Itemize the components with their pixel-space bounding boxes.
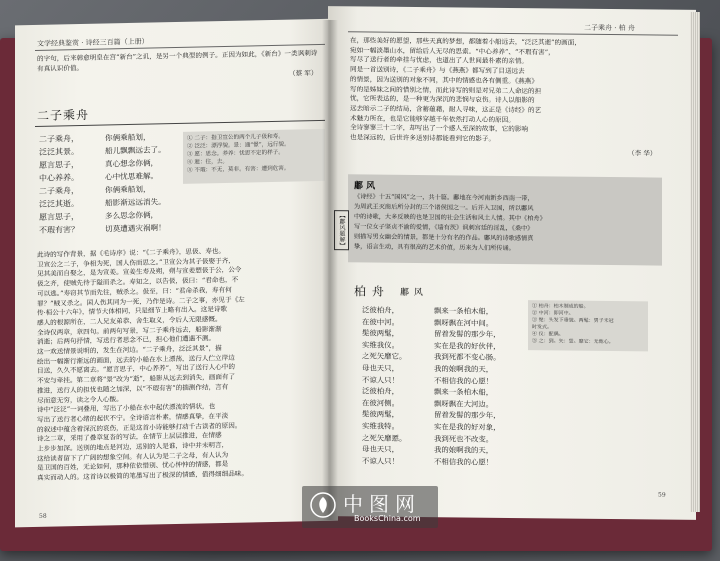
text-line: 忧，它所表达的，是一种更为深沉的悲悯与哀伤。诗人以船影的 <box>350 94 535 105</box>
poem-line: 在彼河侧。 <box>362 398 399 408</box>
section-box-title: 鄘 风 <box>354 181 376 192</box>
translation-line: 真心想念你俩， <box>105 158 159 169</box>
note-line: ② 中河：即河中。 <box>532 310 574 317</box>
poem-line: 泛泛其逝。 <box>39 199 79 209</box>
left-intro-paragraph <box>37 49 327 74</box>
poem-line: 泛泛其景。 <box>39 147 79 157</box>
text-line: 写一位女子坚贞不渝的爱情，《墙有茨》讽刺宫廷的淫乱，《桑中》 <box>354 223 534 233</box>
text-line: 挚，语言生动，具有很高的艺术价值，历来为人们所传诵。 <box>354 243 515 253</box>
poem-line: 愿言思子， <box>39 212 79 222</box>
right-page-header: 二子乘舟 · 柏 舟 <box>584 23 635 33</box>
note-line: ① 柏舟：柏木制成的船。 <box>532 303 589 310</box>
translation-line: 你俩乘船划， <box>105 132 151 143</box>
poem-line: 愿言思子， <box>39 160 79 170</box>
translation-line: 飘来一条柏木船， <box>434 306 494 316</box>
right-intro-paragraph <box>350 36 680 146</box>
translation-line: 我到死都不变心肠。 <box>434 352 501 363</box>
text-line: 消逝；后两句抒情，写送行者思念不已，担心他们遭遇不测。 <box>37 334 216 347</box>
poem-line: 实维我仪。 <box>362 340 399 350</box>
text-line: 的叙述中蕴含着深沉的哀伤，正是这首小诗能够打动千古读者的原因。 <box>37 421 242 434</box>
text-line: 写尽了送行者的牵挂与忧虑，也道出了人世间最朴素的亲情。 <box>350 55 529 66</box>
section-box-text <box>354 192 654 255</box>
poem-line: 髧彼两髦， <box>362 328 399 339</box>
poem-line: 不谅人只！ <box>362 374 399 385</box>
text-line: 有真认识价值。 <box>37 63 84 73</box>
text-line: 卫宣公之二子，争相为死，国人伤而思之。”卫宣公为其子伋娶于齐， <box>37 256 235 269</box>
translation-line: 飘呀飘在河中间。 <box>434 317 494 328</box>
text-line: 的情景，因为送别的对象不同，其中的情感也各有侧重。《燕燕》 <box>350 75 538 86</box>
left-page <box>15 19 338 528</box>
note-line: ③ 愿：思念。养养：忧思不定的样子。 <box>187 149 284 158</box>
page-block-edge <box>690 12 700 512</box>
poem2-original-text <box>362 304 406 467</box>
poem2-translation-text <box>434 305 501 468</box>
text-line: 为周武王灭商后所分封的三个诸侯国之一。后并入卫国，所以鄘风 <box>354 203 534 213</box>
text-line: 真实而动人的。这首诗以极简的笔墨写出了极深的情感，值得细细品味。 <box>37 469 248 483</box>
translation-line: 飘来一条柏木船， <box>434 387 494 397</box>
text-line: 诗中“泛泛”一词叠用，写出了小船在水中起伏漂流的情状，也 <box>37 402 216 415</box>
text-line: 的字句，后来韩愈明皇在宫“新台”之讥，是另一个典型的例子。正因为如此，《新台》一类讽刺诗 <box>37 49 318 63</box>
text-line: 尽而意无穷，读之令人心酸。 <box>37 394 123 405</box>
text-line: 诗之二章，采用了叠章复沓的写法，在情节上层层推进，在情感 <box>37 431 222 444</box>
text-line: 上步步加深。送别的地点是河边，送别的人是谁，诗中并未明言， <box>37 440 229 453</box>
text-line: 也是深远的，后世许多送别诗都能看到它的影子。 <box>350 133 496 143</box>
translation-line: 实在是我的好对象， <box>434 422 501 432</box>
poem-line: 实维我特。 <box>362 421 399 431</box>
note-line: ④ 仪：配偶。 <box>532 331 564 338</box>
poem-original-text <box>39 132 79 237</box>
right-page-number: 59 <box>658 491 666 499</box>
watermark-chinese: 中图网 <box>343 492 421 516</box>
translation-line: 多么思念你俩， <box>105 210 159 221</box>
poem-line: 母也天只， <box>362 363 399 373</box>
translation-line: 不相信我的心愿！ <box>434 375 494 386</box>
translation-line: 飘呀飘在大河边。 <box>434 398 494 409</box>
poem-section-label: 鄘 风 <box>400 287 424 299</box>
poem-line: 二子乘舟， <box>39 134 79 144</box>
translation-line: 留着发髻的那少年， <box>434 410 501 421</box>
text-line: 同是一首送别诗，《二子乘舟》与《燕燕》都写到了目送远去 <box>350 65 525 76</box>
translation-line: 你俩乘船划， <box>105 184 151 195</box>
annotation-box <box>183 129 325 184</box>
left-intro-signature: （蔡 军） <box>289 69 318 78</box>
text-line: 在，那些美好的愿望，那些天真的梦想，都随着小船远去，“泛泛其逝”的画面， <box>350 36 581 47</box>
poem-line: 之死矢靡慝。 <box>362 432 407 443</box>
text-line: 传·桓公十六年》，情节大体相同，只是细节上略有出入。这是诗歌 <box>37 305 228 318</box>
left-page-number: 58 <box>39 512 47 520</box>
note-line: ① 二子：指卫宣公的两个儿子伋和寿。 <box>187 133 284 142</box>
text-line: 感人的根源所在，二人兄友弟恭、舍生取义，令后人无限感慨。 <box>37 314 222 327</box>
poem-line: 之死矢靡它。 <box>362 351 407 362</box>
text-line: 绘出一幅渐行渐远的画面，远去的小船在水上漂荡，送行人伫立岸边 <box>37 353 235 366</box>
right-intro-signature: （李 华） <box>628 149 657 158</box>
translation-line: 船儿飘飘远去了。 <box>105 145 166 156</box>
poem-line: 泛彼柏舟， <box>362 386 399 396</box>
translation-line: 不相信我的心愿！ <box>434 456 494 467</box>
note-line: ⑤ 之：到。矢：誓。靡它：无他心。 <box>532 338 614 346</box>
poem-line: 母也天只， <box>362 444 399 454</box>
text-line: 《诗经》十五“国风”之一，共十篇。鄘地在今河南新乡西南一带， <box>354 193 534 203</box>
translation-line: 我的娘啊我的天， <box>434 445 494 455</box>
translation-line: 切莫遭遇灾祸啊！ <box>105 223 166 234</box>
book-gutter-shadow <box>322 20 338 520</box>
text-line: 推进，送行人的担忧也随之加深，以“不瑕有害”的揣测作结，言有 <box>37 382 229 395</box>
poem-line: 二子乘舟， <box>39 186 79 196</box>
text-line: 中的诗歌，大多反映的也是卫国的社会生活和风土人情。其中《柏舟》 <box>354 213 546 223</box>
note-line: ② 泛泛：漂浮貌。景：通“憬”，远行貌。 <box>187 141 290 150</box>
text-line: 不安与牵挂。第二章将“景”改为“逝”，船影从远去到消失，画面有了 <box>37 372 236 386</box>
translation-line: 船影渐远远消失。 <box>105 197 166 208</box>
poem2-annotation-box <box>528 300 648 351</box>
translation-line: 我的娘啊我的天， <box>434 364 494 374</box>
text-line: 是卫国的百姓，无论如何，那种依依惜别、忧心忡忡的情感，都是 <box>37 460 229 473</box>
text-line: 这给读者留下了广阔的想象空间。有人认为是二子之母，有人认为 <box>37 450 229 463</box>
poem-line: 中心养养。 <box>39 173 79 183</box>
poem-line: 髧彼两髦， <box>362 409 399 420</box>
text-line: 目送，久久不愿离去。“愿言思子，中心养养”，写出了送行人心中的 <box>37 363 235 376</box>
text-line: 全诗寥寥三十二字，却写出了一个感人至深的故事，它的影响 <box>350 123 529 134</box>
text-line: 远去暗示二子的结局，含蓄蕴藉，耐人寻味，这正是《诗经》的艺 <box>350 104 542 115</box>
text-line: 见其美而自娶之，是为宣姜。宣姜生寿及朔，朔与宣姜愬伋于公，公令 <box>37 266 242 279</box>
poem-line: 在彼中河。 <box>362 317 399 327</box>
text-line: 则描写男女幽会的情景，都是十分有名的作品。鄘风的诗歌感情真 <box>354 233 534 243</box>
note-line: ③ 髧：头发下垂貌。两髦：男子未冠 <box>532 317 614 325</box>
note-line: ④ 逝：往，去。 <box>187 158 228 166</box>
left-page-header: 文学经典鉴赏 · 诗经三百篇（上册） <box>37 37 149 48</box>
text-line: 术魅力所在，也是它能够穿越千年依然打动人心的原因。 <box>350 113 515 124</box>
poem-translation-text <box>105 130 166 235</box>
text-line: 此诗的写作背景，据《毛诗序》说：“《二子乘舟》，思伋、寿也。 <box>37 246 225 259</box>
watermark-english: BooksChina.com <box>354 514 421 523</box>
text-line: 罪？”贼又杀之。国人伤其同为一死，乃作是诗。二子之事，亦见于《左 <box>37 295 245 308</box>
right-page <box>328 6 696 520</box>
text-line: 可以逃。”寿窃其节而先往，贼杀之。伋至，曰：“君命杀我，寿有何 <box>37 285 232 298</box>
watermark-logo-icon <box>310 492 336 518</box>
text-line: 写出了送行者心绪的起伏不宁。全诗语言朴素，情感真挚，在平淡 <box>37 411 229 424</box>
note-line: 时发式。 <box>532 324 553 331</box>
note-line: ⑤ 不瑕：不无，莫非。有害：遭到危害。 <box>187 165 290 174</box>
section-side-tag: 【鄘风题解】 <box>334 210 349 250</box>
poem-line: 不瑕有害？ <box>39 225 79 235</box>
poem-line: 泛彼柏舟， <box>362 305 399 315</box>
translation-line: 心中忧思难解。 <box>105 171 159 182</box>
poem-title-baizhou: 柏 舟 <box>354 284 385 299</box>
text-line: 伋之齐，使贼先待于隘而杀之。寿知之，以告伋，伋曰：“君命也，不 <box>37 275 239 289</box>
text-line: 全诗仅两章，章四句。前两句写景，写二子乘舟远去，船影渐渐 <box>37 324 222 337</box>
text-line: 写的是姊妹之间的惜别之情，而此诗写的则是对兄弟二人命运的担 <box>350 84 542 95</box>
text-line: 这一欢送情景说明的，发生在河边。“二子乘舟，泛泛其景”，描 <box>37 344 222 356</box>
commentary-body <box>37 245 327 484</box>
translation-line: 留着发髻的那少年， <box>434 329 501 340</box>
translation-line: 实在是我的好伙伴， <box>434 340 501 351</box>
text-line: 宛如一幅淡墨山水，留给后人无尽的思索。“中心养养”、“不瑕有害”， <box>350 46 555 57</box>
poem-line: 不谅人只！ <box>362 456 399 466</box>
translation-line: 我到死也不改变。 <box>434 433 494 444</box>
poem-title-erzi: 二子乘舟 <box>37 107 90 123</box>
